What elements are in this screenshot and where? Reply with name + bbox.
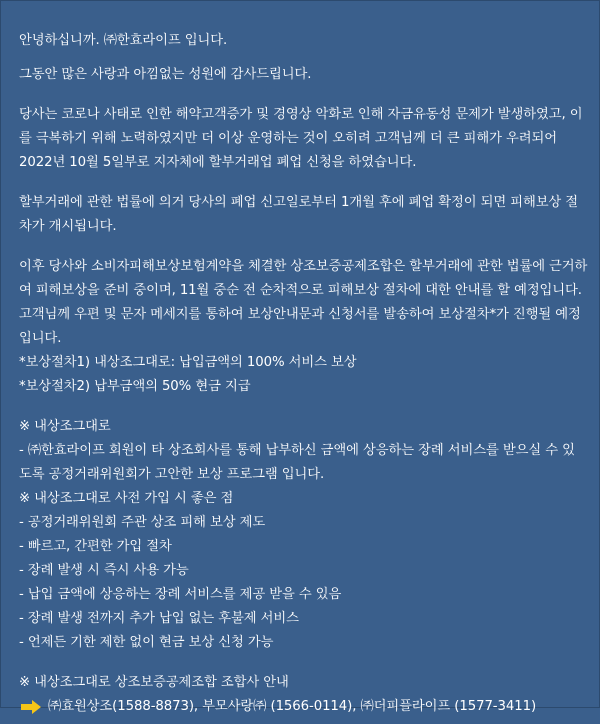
paragraph-2-line: 할부거래에 관한 법률에 의거 당사의 폐업 신고일로부터 1개월 후에 폐업 확정이 되면 피해보상 절 <box>19 195 579 210</box>
benefit-item: - 납입 금액에 상응하는 장례 서비스를 제공 받을 수 있음 <box>19 587 342 602</box>
paragraph-3-line: 입니다. <box>19 331 62 346</box>
paragraph-1-line: 를 극복하기 위해 노력하였지만 더 이상 운영하는 것이 오히려 고객님께 더 큰 피해가 우려되어 <box>19 131 557 146</box>
members-line <box>19 695 585 719</box>
benefit-item: - 빠르고, 간편한 가입 절차 <box>19 539 172 554</box>
benefits-heading: ※ 내상조그대로 사전 가입 시 좋은 점 <box>19 491 234 506</box>
service-desc-line: 도록 공정거래위원회가 고안한 보상 프로그램 입니다. <box>19 467 325 482</box>
member-companies: ㈜효원상조(1588-8873), 부모사랑㈜ (1566-0114), ㈜더피플라이프 (1577-3411) <box>48 699 537 714</box>
benefit-item: - 공정거래위원회 주관 상조 피해 보상 제도 <box>19 515 266 530</box>
greeting: 안녕하십니까. ㈜한효라이프 입니다. <box>19 33 228 48</box>
thanks-line: 그동안 많은 사랑과 아낌없는 성원에 감사드립니다. <box>19 67 312 82</box>
notice-body <box>19 29 588 719</box>
right-arrow-icon <box>20 699 42 715</box>
paragraph-3-line: 이후 당사와 소비자피해보상보험계약을 체결한 상조보증공제조합은 할부거래에 관한 법률에 근거하 <box>19 259 588 274</box>
paragraph-1-line: 당사는 코로나 사태로 인한 해약고객증가 및 경영상 악화로 인해 자금유동성 문제가 발생하였고, 이 <box>19 107 583 122</box>
benefit-item: - 장례 발생 전까지 추가 납입 없는 후불제 서비스 <box>19 611 299 626</box>
paragraph-3-line: 여 피해보상을 준비 중이며, 11월 중순 전 순차적으로 피해보상 절차에 대한 안내를 할 예정입니다. <box>19 283 582 298</box>
paragraph-2-line: 차가 개시됩니다. <box>19 219 117 234</box>
service-heading: ※ 내상조그대로 <box>19 419 111 434</box>
paragraph-3-line: 고객님께 우편 및 문자 메세지를 통하여 보상안내문과 신청서를 발송하여 보상절차*가 진행될 예정 <box>19 307 581 322</box>
members-heading: ※ 내상조그대로 상조보증공제조합 조합사 안내 <box>19 675 289 690</box>
benefit-item: - 장례 발생 시 즉시 사용 가능 <box>19 563 189 578</box>
compensation-note: *보상절차2) 납부금액의 50% 현금 지급 <box>19 379 251 394</box>
paragraph-1-line: 2022년 10월 5일부로 지자체에 할부거래업 폐업 신청을 하였습니다. <box>19 155 417 170</box>
benefit-item: - 언제든 기한 제한 없이 현금 보상 신청 가능 <box>19 635 274 650</box>
service-desc-line: - ㈜한효라이프 회원이 타 상조회사를 통해 납부하신 금액에 상응하는 장례 서비스를 받으실 수 있 <box>19 443 575 458</box>
compensation-note: *보상절차1) 내상조그대로: 납입금액의 100% 서비스 보상 <box>19 355 357 370</box>
